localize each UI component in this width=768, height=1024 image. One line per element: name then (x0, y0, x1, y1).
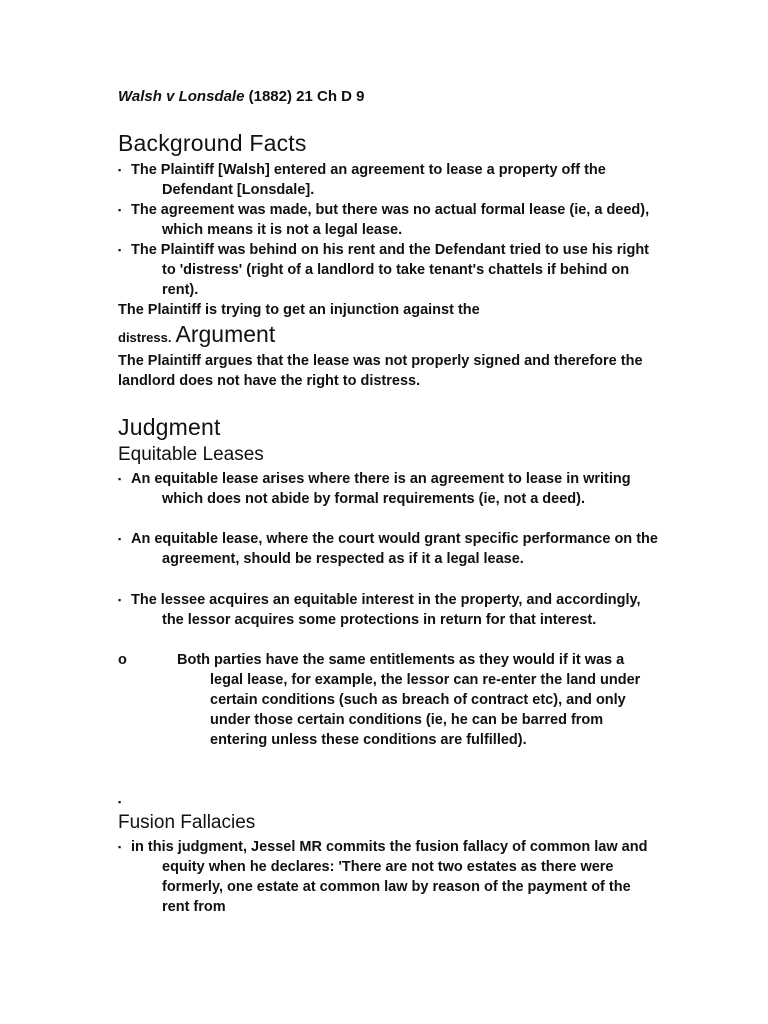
list-item: ▪ The agreement was made, but there was no actual formal lease (ie, a deed), which means it is not a legal lease. (118, 202, 650, 238)
bullet-marker: ▪ (118, 165, 122, 175)
list-item: ▪ An equitable lease arises where there is an agreement to lease in writing which does not abide by formal requirements (ie, not a deed). (118, 471, 631, 507)
argument-text: The Plaintiff argues that the lease was not properly signed and therefore the landlord does not have the right to distress. (118, 353, 643, 389)
list-item: ▪ in this judgment, Jessel MR commits the fusion fallacy of common law and equity when he declares: 'There are not two estates as there were formerly, one estate at common law by reason of the payment of the rent from (118, 839, 648, 915)
background-closing-text: The Plaintiff is trying to get an injunction against the (118, 302, 480, 318)
bullet-marker: ▪ (118, 474, 122, 484)
sub-list-item: o Both parties have the same entitlements as they would if it was a legal lease, for example, the lessor can re-enter the land under certain conditions (such as breach of contract etc), and only under those certain conditions (ie, he can be barred from entering unless these conditions are fulfilled). (118, 652, 641, 748)
background-closing-line (118, 321, 648, 348)
bullet-marker: ▪ (118, 245, 122, 255)
case-reference: (1882) 21 Ch D 9 (248, 88, 365, 105)
closing-text-end: distress. (118, 330, 172, 345)
heading-judgment: Judgment (118, 414, 221, 440)
bullet-marker: ▪ (118, 797, 122, 807)
case-citation (118, 88, 365, 105)
list-item: ▪ The Plaintiff [Walsh] entered an agreement to lease a property off the Defendant [Lonsdale]. (118, 162, 606, 198)
list-item: ▪ The Plaintiff was behind on his rent and the Defendant tried to use his right to 'distress' (right of a landlord to take tenant's chattels if behind on rent). (118, 242, 650, 298)
bullet-marker: ▪ (118, 842, 122, 852)
sub-bullet-marker: o (118, 652, 127, 668)
bullet-marker: ▪ (118, 595, 122, 605)
heading-fusion-fallacies: Fusion Fallacies (118, 812, 256, 833)
bullet-marker: ▪ (118, 534, 122, 544)
case-name: Walsh v Lonsdale (118, 88, 245, 105)
list-item: ▪ The lessee acquires an equitable interest in the property, and accordingly, the lessor acquires some protections in return for that interest. (118, 592, 641, 628)
heading-background-facts: Background Facts (118, 130, 307, 156)
heading-equitable-leases: Equitable Leases (118, 444, 264, 465)
list-item: ▪ An equitable lease, where the court would grant specific performance on the agreement, should be respected as if it a legal lease. (118, 531, 658, 567)
bullet-marker: ▪ (118, 205, 122, 215)
heading-argument: Argument (175, 321, 276, 347)
